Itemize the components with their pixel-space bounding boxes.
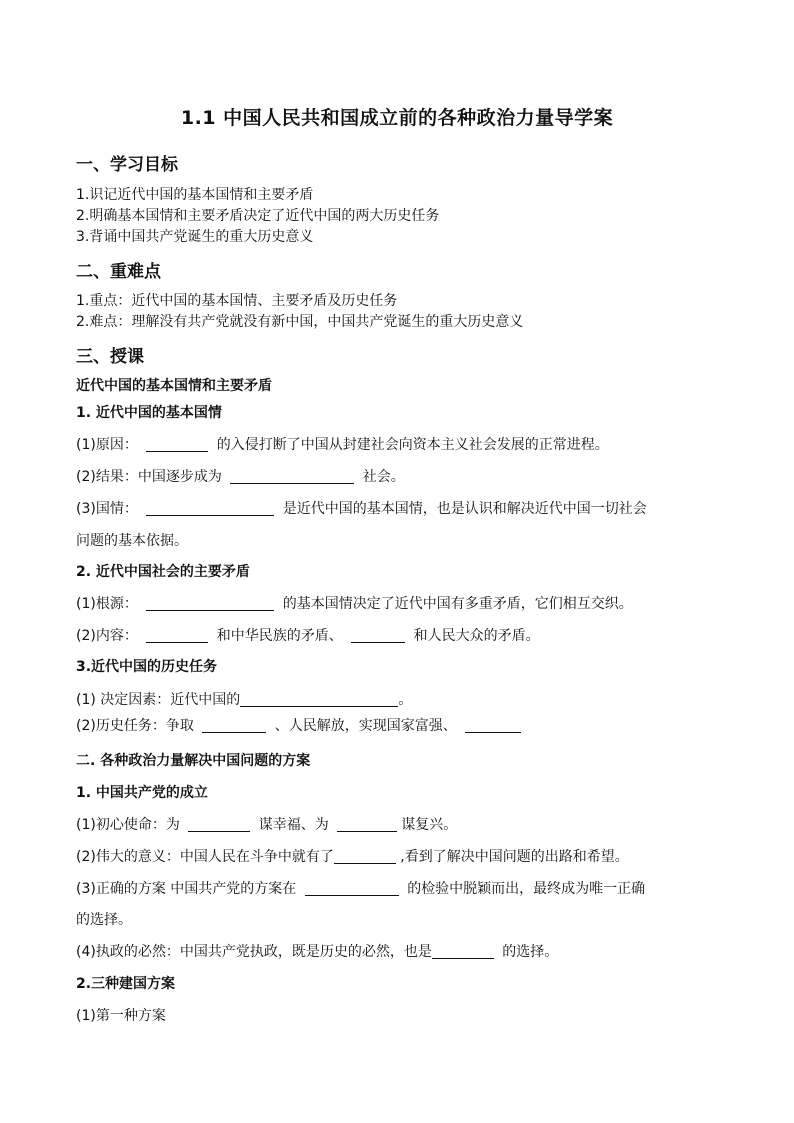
answer-blank[interactable] (146, 437, 208, 452)
answer-blank[interactable] (432, 944, 494, 959)
section-heading-goals: 一、学习目标 (76, 155, 178, 175)
answer-blank[interactable] (146, 501, 274, 516)
text-line: 的选择。 (76, 912, 132, 928)
subsection-title: 2. 近代中国社会的主要矛盾 (76, 564, 250, 580)
goal-item: 3.背诵中国共产党诞生的重大历史意义 (76, 229, 314, 245)
goal-item: 2.明确基本国情和主要矛盾决定了近代中国的两大历史任务 (76, 208, 440, 224)
answer-blank[interactable] (146, 596, 274, 611)
fill-line: (1)初心使命：为 谋幸福、为 谋复兴。 (76, 817, 458, 833)
section-heading-lecture: 三、授课 (76, 347, 144, 367)
fill-line: (2)历史任务：争取 、人民解放，实现国家富强、 (76, 715, 525, 735)
fill-line: (1)根源： 的基本国情决定了近代中国有多重矛盾，它们相互交织。 (76, 596, 633, 612)
subsection-title: 1. 近代中国的基本国情 (76, 405, 222, 421)
answer-blank[interactable] (202, 718, 266, 733)
fill-line: (3)国情： 是近代中国的基本国情，也是认识和解决近代中国一切社会 (76, 501, 647, 517)
lecture-subtitle: 近代中国的基本国情和主要矛盾 (76, 378, 272, 394)
fill-line: (4)执政的必然：中国共产党执政，既是历史的必然，也是 的选择。 (76, 944, 559, 960)
subsection-title: 3.近代中国的历史任务 (76, 659, 218, 675)
answer-blank[interactable] (337, 817, 397, 832)
page-title: 1.1 中国人民共和国成立前的各种政治力量导学案 (180, 107, 614, 129)
subsection-title: 1. 中国共产党的成立 (76, 785, 208, 801)
fill-line: (2)内容： 和中华民族的矛盾、 和人民大众的矛盾。 (76, 628, 540, 644)
subsection-title: 2.三种建国方案 (76, 976, 176, 992)
answer-blank[interactable] (305, 881, 399, 896)
fill-line: (2)结果：中国逐步成为 社会。 (76, 469, 405, 485)
text-line: (1)第一种方案 (76, 1008, 166, 1024)
answer-blank[interactable] (240, 692, 398, 707)
section-heading-plans: 二. 各种政治力量解决中国问题的方案 (76, 753, 311, 769)
key-point-item: 1.重点：近代中国的基本国情、主要矛盾及历史任务 (76, 293, 398, 309)
text-line: 问题的基本依据。 (76, 533, 188, 549)
goal-item: 1.识记近代中国的基本国情和主要矛盾 (76, 187, 314, 203)
key-point-item: 2.难点：理解没有共产党就没有新中国，中国共产党诞生的重大历史意义 (76, 314, 524, 330)
answer-blank[interactable] (146, 628, 208, 643)
fill-line: (3)正确的方案 中国共产党的方案在 的检验中脱颖而出，最终成为唯一正确 (76, 881, 646, 897)
answer-blank[interactable] (351, 628, 405, 643)
fill-line: (1) 决定因素：近代中国的 。 (76, 692, 413, 708)
fill-line: (2)伟大的意义：中国人民在斗争中就有了 ,看到了解决中国问题的出路和希望。 (76, 849, 629, 865)
answer-blank[interactable] (334, 849, 396, 864)
answer-blank[interactable] (465, 718, 521, 733)
answer-blank[interactable] (230, 469, 354, 484)
fill-line: (1)原因： 的入侵打断了中国从封建社会向资本主义社会发展的正常进程。 (76, 437, 609, 453)
section-heading-key-points: 二、重难点 (76, 262, 161, 282)
answer-blank[interactable] (188, 817, 250, 832)
